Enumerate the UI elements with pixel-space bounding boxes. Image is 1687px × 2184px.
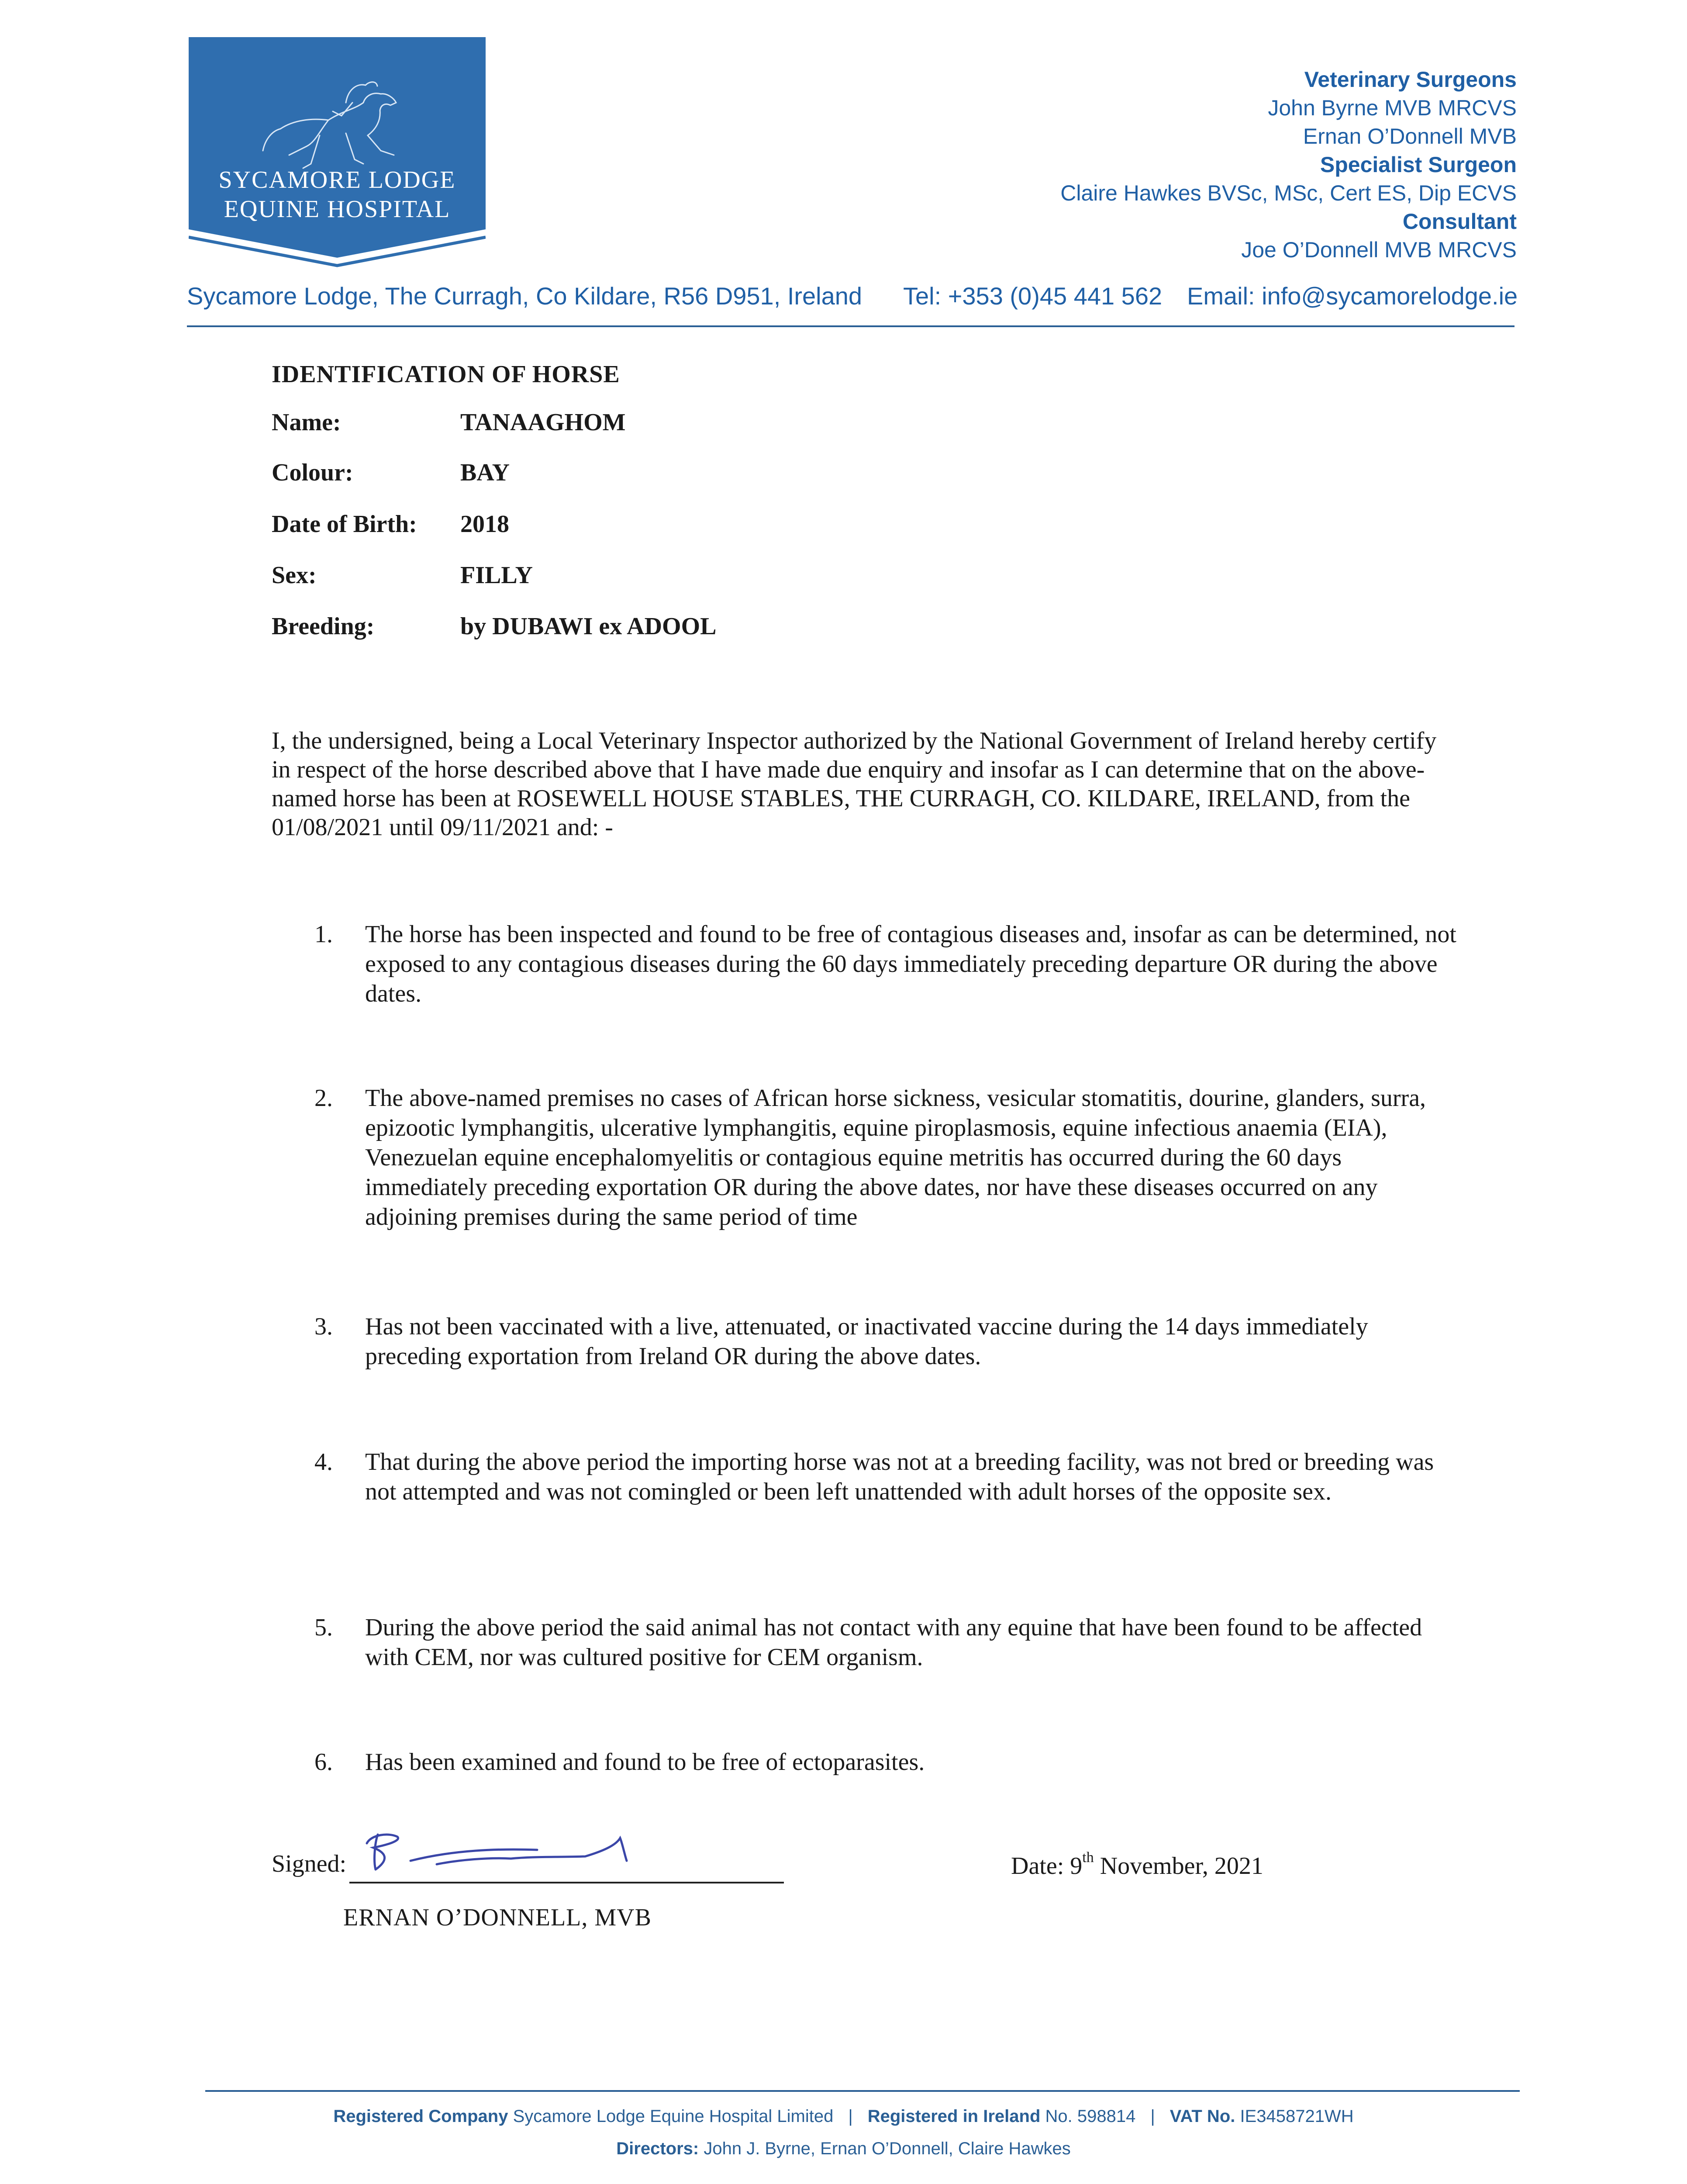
field-value: FILLY bbox=[460, 562, 533, 589]
condition-text: Has been examined and found to be free of ectoparasites. bbox=[365, 1749, 925, 1776]
signature-line bbox=[349, 1882, 784, 1883]
field-value: BAY bbox=[460, 459, 510, 486]
address: Sycamore Lodge, The Curragh, Co Kildare, R56 D951, Ireland bbox=[187, 282, 862, 310]
logo-line-1: SYCAMORE LODGE bbox=[218, 166, 456, 194]
staff-role: Specialist Surgeon bbox=[1320, 152, 1517, 177]
footer-divider bbox=[205, 2090, 1520, 2092]
condition-item bbox=[314, 1613, 1459, 1672]
staff-person: Claire Hawkes BVSc, MSc, Cert ES, Dip ECVS bbox=[1060, 181, 1517, 205]
certification-intro: I, the undersigned, being a Local Veterinary Inspector authorized by the National Government of Ireland hereby certify in respect of the horse described above that I have made due enquiry and insofar as I can determine that on the above-named horse has been at ROSEWELL HOUSE STABLES, THE CURRAGH, CO. KILDARE, IRELAND, from the 01/08/2021 until 09/11/2021 and: - bbox=[272, 727, 1437, 841]
staff-person: Joe O’Donnell MVB MRCVS bbox=[1241, 238, 1517, 262]
condition-text: The above-named premises no cases of African horse sickness, vesicular stomatitis, dourine, glanders, surra, epizootic lymphangitis, ulcerative lymphangitis, equine piroplasmosis, equine infectious anaemia (EIA), Venezuelan equine encephalomyelitis or contagious equine metritis has occurred during the 60 days immediately preceding exportation OR during the above dates, nor have these diseases occurred on any adjoining premises during the same period of time bbox=[365, 1085, 1426, 1230]
condition-number: 2. bbox=[314, 1085, 333, 1112]
signed-label: Signed: bbox=[272, 1850, 347, 1877]
field-label: Name: bbox=[272, 409, 341, 436]
field-label: Colour: bbox=[272, 459, 353, 486]
field-value: by DUBAWI ex ADOOL bbox=[460, 613, 717, 640]
condition-number: 6. bbox=[314, 1749, 333, 1776]
condition-number: 1. bbox=[314, 921, 333, 948]
field-label: Date of Birth: bbox=[272, 511, 417, 538]
staff-person: John Byrne MVB MRCVS bbox=[1268, 96, 1517, 120]
field-label: Breeding: bbox=[272, 613, 375, 640]
staff-list bbox=[1060, 66, 1517, 264]
staff-role: Consultant bbox=[1402, 209, 1517, 234]
hospital-logo bbox=[189, 37, 486, 269]
condition-item bbox=[314, 1312, 1459, 1371]
telephone: Tel: +353 (0)45 441 562 bbox=[903, 282, 1163, 310]
staff-person: Ernan O’Donnell MVB bbox=[1303, 124, 1517, 149]
footer-directors: Directors: John J. Byrne, Ernan O’Donnell, Claire Hawkes bbox=[616, 2139, 1071, 2158]
condition-number: 5. bbox=[314, 1614, 333, 1641]
condition-text: Has not been vaccinated with a live, attenuated, or inactivated vaccine during the 14 days immediately preceding exportation from Ireland OR during the above dates. bbox=[365, 1313, 1368, 1370]
condition-text: The horse has been inspected and found to be free of contagious diseases and, insofar as can be determined, not exposed to any contagious diseases during the 60 days immediately preceding departure OR during the above dates. bbox=[365, 921, 1456, 1007]
field-value: 2018 bbox=[460, 511, 509, 538]
handwritten-signature bbox=[358, 1817, 655, 1883]
header-divider bbox=[187, 325, 1515, 327]
footer-registration: Registered Company Sycamore Lodge Equine Hospital Limited | Registered in Ireland No. 598814 | VAT No. IE3458721WH bbox=[333, 2107, 1354, 2126]
signature-date: Date: 9th November, 2021 bbox=[1011, 1849, 1263, 1880]
signer-name: ERNAN O’DONNELL, MVB bbox=[343, 1904, 652, 1931]
logo-line-2: EQUINE HOSPITAL bbox=[224, 196, 451, 223]
condition-item bbox=[314, 919, 1459, 1009]
field-value: TANAAGHOM bbox=[460, 409, 626, 436]
condition-item bbox=[314, 1747, 1459, 1777]
condition-text: That during the above period the importing horse was not at a breeding facility, was not bred or breeding was not attempted and was not comingled or been left unattended with adult horses of the opposite sex. bbox=[365, 1448, 1434, 1505]
identification-title: IDENTIFICATION OF HORSE bbox=[272, 361, 620, 388]
condition-item bbox=[314, 1447, 1459, 1507]
field-label: Sex: bbox=[272, 562, 317, 589]
staff-role: Veterinary Surgeons bbox=[1304, 67, 1517, 92]
condition-text: During the above period the said animal has not contact with any equine that have been found to be affected with CEM, nor was cultured positive for CEM organism. bbox=[365, 1614, 1422, 1671]
condition-number: 3. bbox=[314, 1313, 333, 1340]
condition-number: 4. bbox=[314, 1448, 333, 1476]
email: Email: info@sycamorelodge.ie bbox=[1187, 282, 1518, 310]
condition-item bbox=[314, 1083, 1459, 1232]
